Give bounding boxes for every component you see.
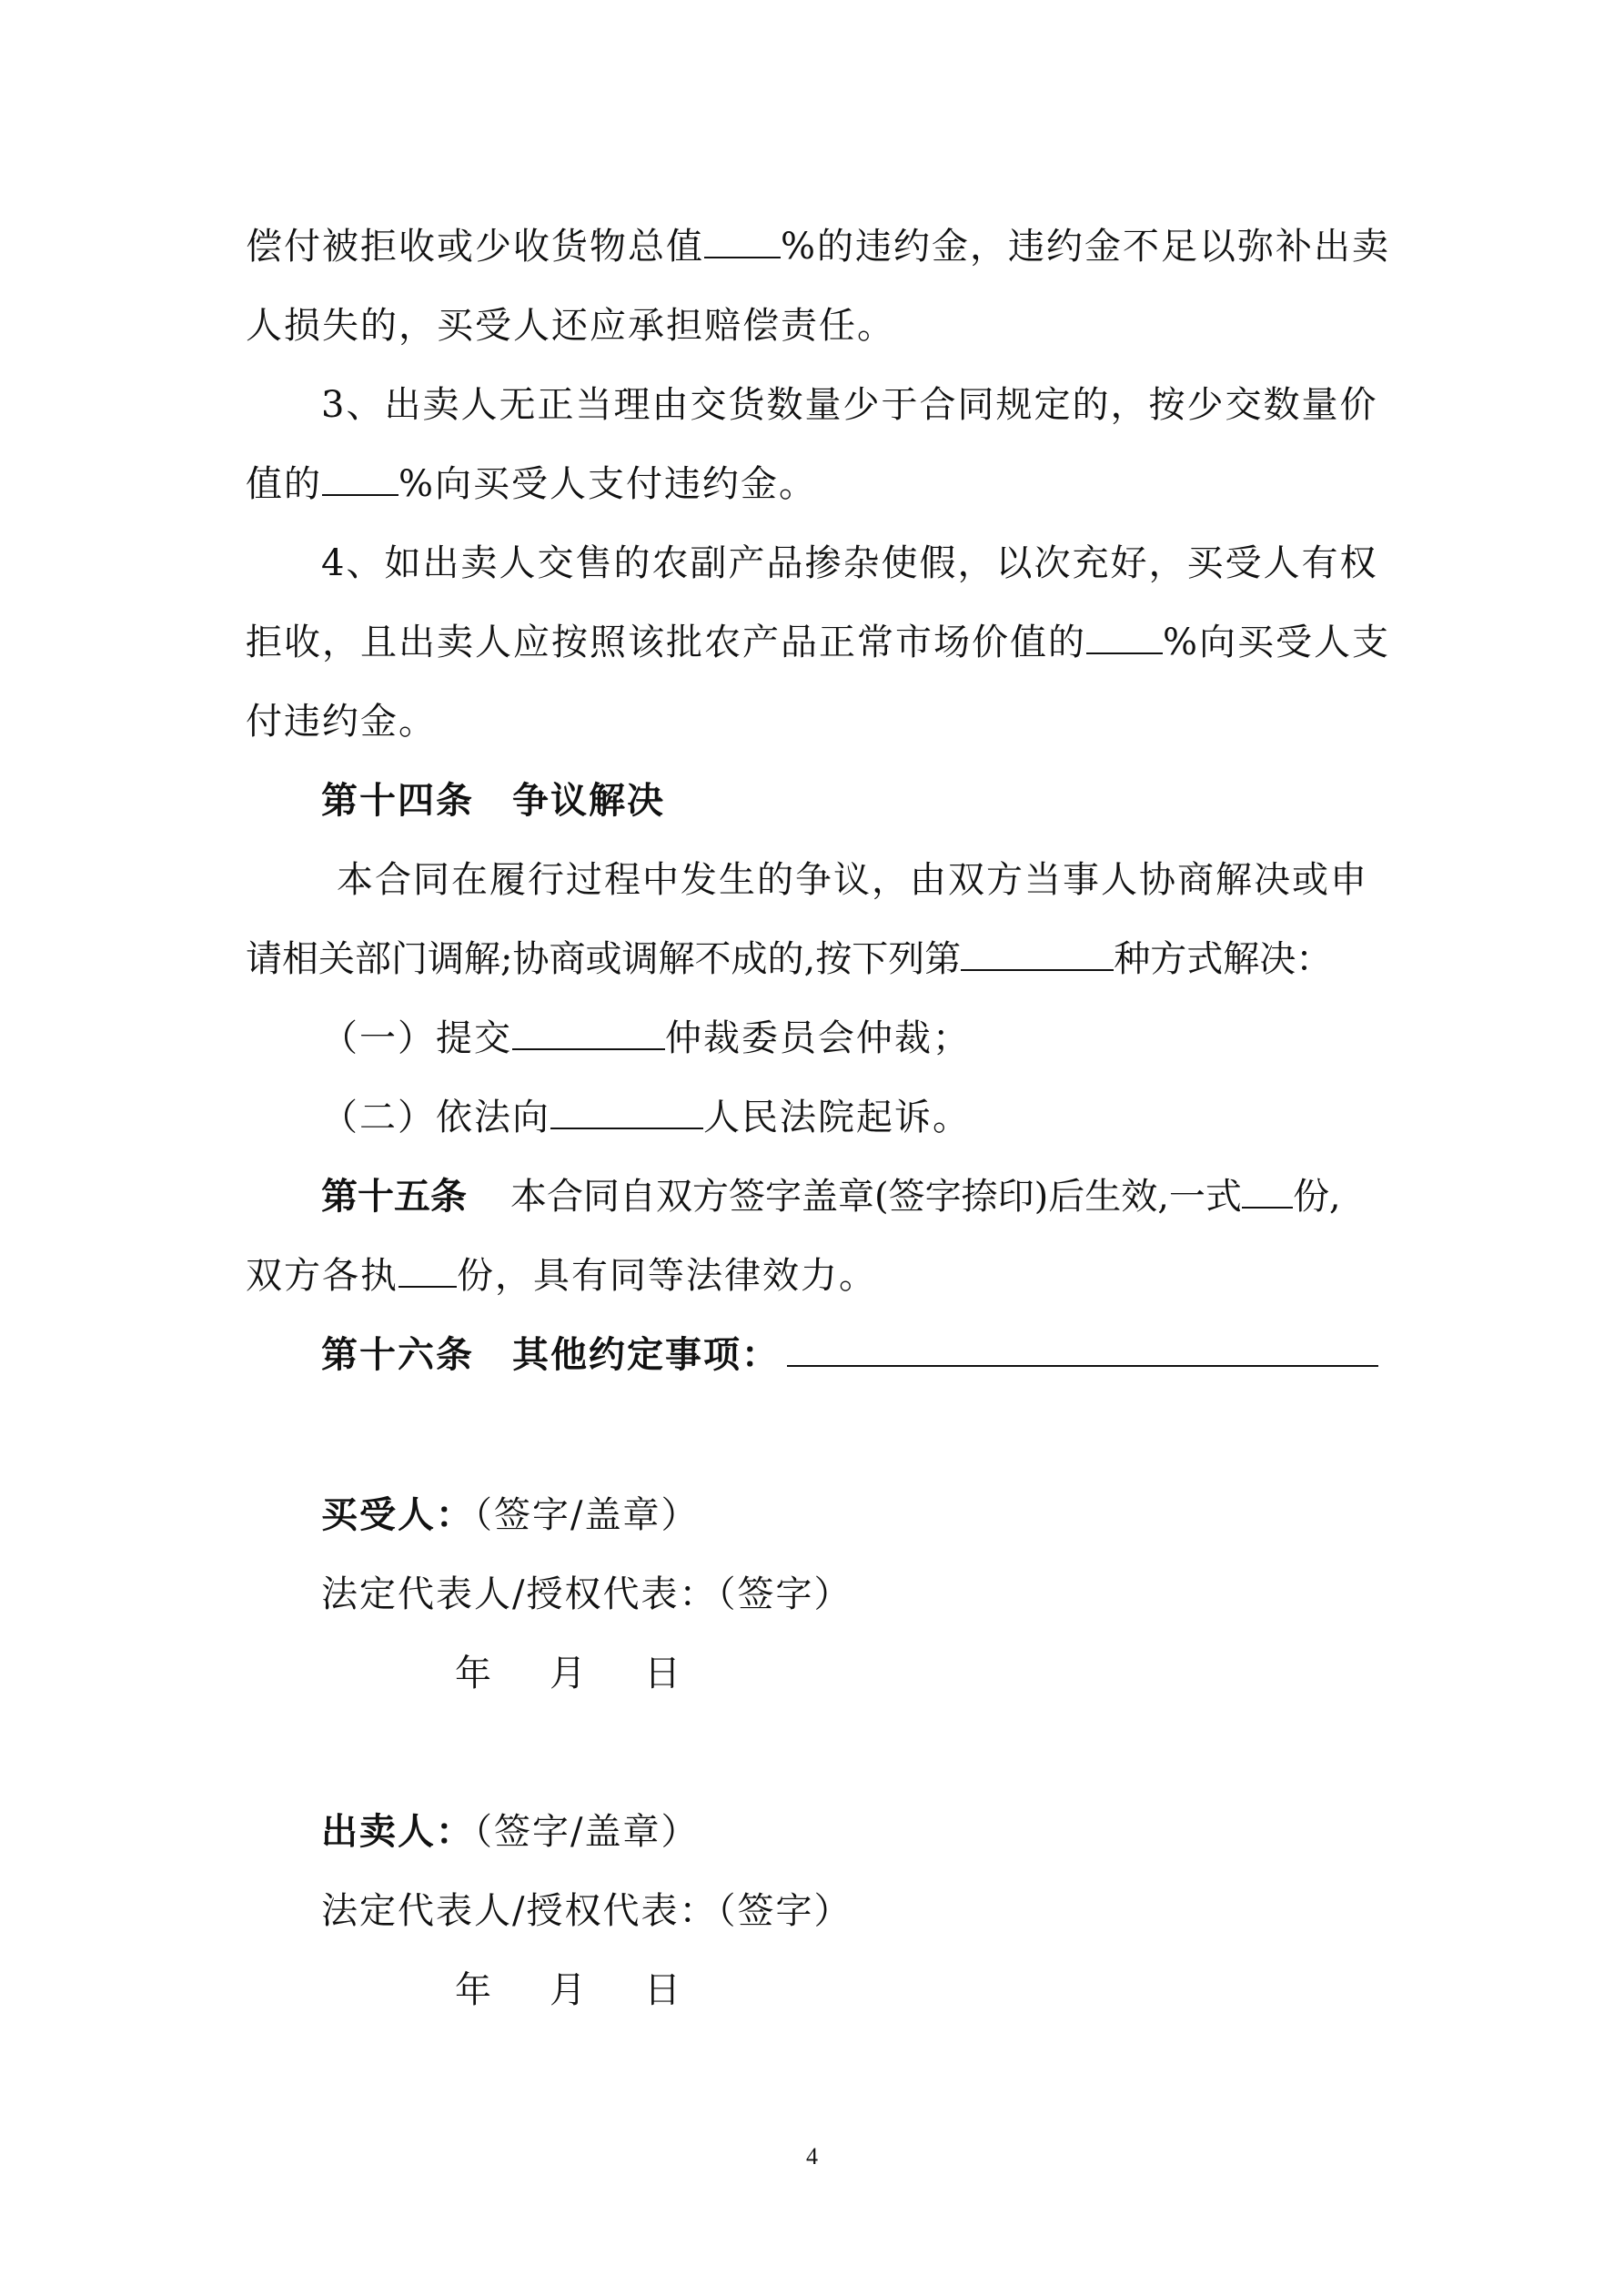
clause-13-4-line-3 [246,696,437,747]
seller-representative-line [321,1886,852,1937]
article-14-option-2 [321,1092,971,1143]
blank-percent [322,460,398,496]
heading-text: 第十四条 争议解决 [321,779,665,822]
article-14-line-2 [246,934,1332,985]
blank-percent [704,222,781,258]
article-14-line-1 [337,855,1368,905]
article-15-line-2 [246,1250,877,1301]
text: 种方式解决： [1114,938,1333,980]
text: 份, [1292,1176,1341,1218]
heading-text: 第十六条 其他约定事项： [321,1333,780,1376]
text: 4、如出卖人交售的农副产品掺杂使假，以次充好，买受人有权 [321,542,1378,584]
day-label: 日 [644,1969,682,2011]
clause-13-3-line-1 [321,379,1377,430]
text: 3、出卖人无正当理由交货数量少于合同规定的，按少交数量价 [321,384,1378,426]
text: 拒收，且出卖人应按照该批农产品正常市场价值的 [246,622,1086,663]
text: %向买受人支付违约金。 [398,463,818,505]
blank-court [550,1093,703,1129]
sign-hint: （签字/盖章） [474,1811,700,1853]
text: 本合同自双方签字盖章(签字捺印)后生效,一式 [510,1176,1242,1218]
text: （二）依法向 [321,1097,550,1138]
blank-copies [1242,1172,1293,1209]
text: 份，具有同等法律效力。 [457,1255,877,1297]
heading-text: 第十五条 [321,1175,467,1218]
text: （一）提交 [321,1017,512,1059]
clause-13-2-line-1 [246,221,1390,272]
text: 值的 [246,463,322,505]
article-16-line [321,1330,1378,1381]
article-15-line-1 [321,1171,1341,1222]
buyer-representative-line [321,1569,852,1620]
clause-13-2-line-2 [246,300,895,351]
day-label: 日 [644,1653,682,1694]
text: 人损失的，买受人还应承担赔偿责任。 [246,305,895,347]
text: 请相关部门调解;协商或调解不成的,按下列第 [246,938,962,980]
clause-13-4-line-2 [246,617,1390,668]
buyer-signature-line [321,1490,699,1541]
text: 仲裁委员会仲裁； [665,1017,971,1059]
buyer-date-line [455,1648,682,1699]
seller-signature-line [321,1806,699,1857]
blank-other-terms [787,1330,1378,1367]
month-label: 月 [550,1969,588,2011]
text: %向买受人支 [1163,622,1391,663]
text: 双方各执 [246,1255,398,1297]
article-14-heading [321,775,665,826]
text: %的违约金，违约金不足以弥补出卖 [781,226,1391,268]
seller-label: 出卖人： [321,1810,474,1853]
text: 偿付被拒收或少收货物总值 [246,226,704,268]
year-label: 年 [455,1653,493,1694]
clause-13-3-line-2 [246,459,817,510]
buyer-label: 买受人： [321,1493,474,1536]
representative-text: 法定代表人/授权代表：（签字） [321,1890,852,1932]
representative-text: 法定代表人/授权代表：（签字） [321,1573,852,1615]
text: 本合同在履行过程中发生的争议，由双方当事人协商解决或申 [337,859,1368,901]
seller-date-line [455,1965,682,2016]
sign-hint: （签字/盖章） [474,1494,700,1536]
article-14-option-1 [321,1013,971,1064]
year-label: 年 [455,1969,493,2011]
blank-arbitration [512,1014,665,1050]
text: 付违约金。 [246,701,437,743]
clause-13-4-line-1 [321,538,1377,589]
blank-method [961,935,1114,971]
month-label: 月 [550,1653,588,1694]
text: 人民法院起诉。 [703,1097,971,1138]
blank-each [398,1251,457,1288]
blank-percent [1086,618,1163,654]
page-number: 4 [806,2143,818,2170]
